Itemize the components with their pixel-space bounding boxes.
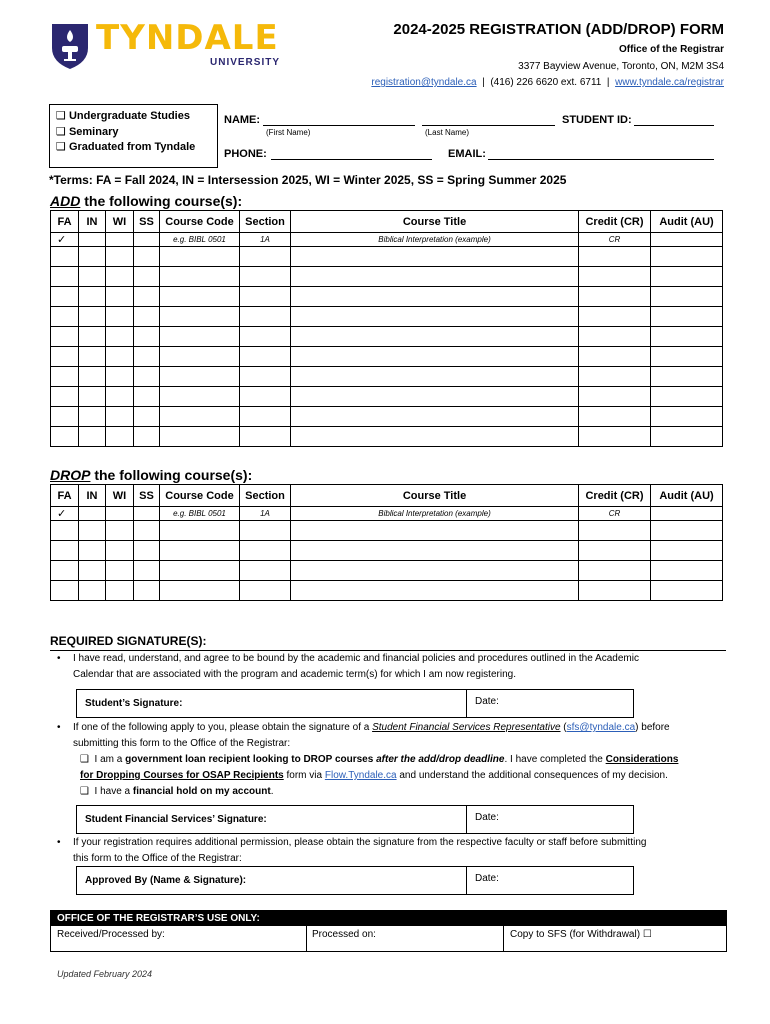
phone-label: PHONE: xyxy=(224,148,267,160)
course-row[interactable] xyxy=(51,247,723,267)
course-cell[interactable] xyxy=(51,267,79,287)
course-cell[interactable] xyxy=(134,427,160,447)
course-cell[interactable] xyxy=(291,327,579,347)
course-cell[interactable] xyxy=(106,327,134,347)
course-cell[interactable] xyxy=(134,267,160,287)
course-cell[interactable] xyxy=(240,581,291,601)
course-row[interactable] xyxy=(51,581,723,601)
course-cell[interactable] xyxy=(51,367,79,387)
course-cell[interactable] xyxy=(79,561,106,581)
course-cell[interactable] xyxy=(134,581,160,601)
course-row[interactable] xyxy=(51,327,723,347)
last-name-hint: (Last Name) xyxy=(425,128,470,137)
course-row[interactable] xyxy=(51,561,723,581)
course-cell[interactable] xyxy=(651,347,723,367)
agreement-text: I have read, understand, and agree to be bound by the academic and financial policies and procedures outlined in the Academic Calendar that are associated with the program and academic term(s) for which I am now registering. xyxy=(73,653,639,680)
course-cell[interactable] xyxy=(651,581,723,601)
check-icon: ✓ xyxy=(51,233,79,247)
logo-wordmark: TYNDALE xyxy=(96,18,279,58)
considerations-link-cont[interactable]: for Dropping Courses for OSAP Recipients xyxy=(80,770,284,781)
course-cell[interactable] xyxy=(651,541,723,561)
course-row[interactable] xyxy=(51,541,723,561)
course-cell[interactable] xyxy=(106,347,134,367)
course-cell[interactable] xyxy=(579,327,651,347)
course-cell[interactable] xyxy=(160,247,240,267)
contact-line: registration@tyndale.ca | (416) 226 6620 ext. 6711 | www.tyndale.ca/registrar xyxy=(371,77,724,88)
course-row[interactable] xyxy=(51,521,723,541)
course-cell[interactable] xyxy=(134,367,160,387)
course-cell[interactable] xyxy=(106,287,134,307)
phone-field[interactable] xyxy=(271,159,432,160)
course-cell[interactable] xyxy=(291,521,579,541)
col-section: Section xyxy=(240,211,291,233)
course-cell[interactable] xyxy=(579,407,651,427)
course-cell[interactable] xyxy=(651,287,723,307)
office-use-heading: OFFICE OF THE REGISTRAR’S USE ONLY: xyxy=(51,911,726,926)
example-section: 1A xyxy=(240,233,291,247)
name-label: NAME: xyxy=(224,114,261,126)
course-cell[interactable] xyxy=(240,387,291,407)
course-cell[interactable] xyxy=(134,327,160,347)
course-cell[interactable] xyxy=(579,347,651,367)
course-cell[interactable] xyxy=(579,561,651,581)
approved-by-label: Approved By (Name & Signature): xyxy=(85,875,247,886)
example-section: 1A xyxy=(240,507,291,521)
option-seminary[interactable]: ❑ Seminary xyxy=(56,126,119,138)
course-cell[interactable] xyxy=(291,541,579,561)
course-cell[interactable] xyxy=(291,347,579,367)
course-cell[interactable] xyxy=(51,581,79,601)
tyndale-logo xyxy=(50,18,285,70)
course-cell[interactable] xyxy=(160,581,240,601)
student-signature-box[interactable] xyxy=(76,689,634,718)
logo-subtitle: UNIVERSITY xyxy=(210,57,281,68)
example-row xyxy=(51,507,723,521)
col-credit: Credit (CR) xyxy=(579,211,651,233)
course-cell[interactable] xyxy=(79,541,106,561)
col-fa: FA xyxy=(51,485,79,507)
course-cell[interactable] xyxy=(106,267,134,287)
updated-date: Updated February 2024 xyxy=(57,969,153,979)
course-cell[interactable] xyxy=(651,561,723,581)
course-cell[interactable] xyxy=(51,521,79,541)
course-cell[interactable] xyxy=(79,307,106,327)
course-cell[interactable] xyxy=(106,387,134,407)
course-cell[interactable] xyxy=(79,327,106,347)
course-cell[interactable] xyxy=(291,427,579,447)
course-cell[interactable] xyxy=(51,541,79,561)
student-id-field[interactable] xyxy=(634,125,714,126)
sfs-signature-label: Student Financial Services’ Signature: xyxy=(85,814,267,825)
course-cell[interactable] xyxy=(160,367,240,387)
course-cell[interactable] xyxy=(106,521,134,541)
course-cell[interactable] xyxy=(291,561,579,581)
course-row[interactable] xyxy=(51,287,723,307)
course-cell[interactable] xyxy=(134,521,160,541)
course-cell[interactable] xyxy=(579,387,651,407)
permission-instructions: If your registration requires additional permission, please obtain the signature from the respective faculty or staff before submitting this form to the Office of the Registrar: xyxy=(73,837,647,864)
course-cell[interactable] xyxy=(79,267,106,287)
col-course-code: Course Code xyxy=(160,211,240,233)
course-cell[interactable] xyxy=(51,327,79,347)
checkbox-icon[interactable]: ❑ xyxy=(56,126,66,138)
office-use-row xyxy=(51,926,726,951)
course-cell[interactable] xyxy=(651,327,723,347)
course-cell[interactable] xyxy=(240,427,291,447)
course-cell[interactable] xyxy=(160,327,240,347)
student-signature-date[interactable]: Date: xyxy=(466,690,633,717)
course-cell[interactable] xyxy=(160,521,240,541)
office-name: Office of the Registrar xyxy=(618,44,724,55)
drop-courses-table xyxy=(50,484,723,601)
example-row xyxy=(51,233,723,247)
course-cell[interactable] xyxy=(51,387,79,407)
course-cell[interactable] xyxy=(106,581,134,601)
course-cell[interactable] xyxy=(51,287,79,307)
course-cell[interactable] xyxy=(134,347,160,367)
course-cell[interactable] xyxy=(51,407,79,427)
col-audit: Audit (AU) xyxy=(651,485,723,507)
flow-tyndale-link[interactable]: Flow.Tyndale.ca xyxy=(324,770,397,781)
course-cell[interactable] xyxy=(291,387,579,407)
email-label: EMAIL: xyxy=(448,148,486,160)
course-cell[interactable] xyxy=(240,327,291,347)
course-cell[interactable] xyxy=(240,407,291,427)
student-id-label: STUDENT ID: xyxy=(562,114,632,126)
course-cell[interactable] xyxy=(79,287,106,307)
course-row[interactable] xyxy=(51,347,723,367)
course-cell[interactable] xyxy=(134,287,160,307)
course-cell[interactable] xyxy=(291,247,579,267)
course-cell[interactable] xyxy=(651,307,723,327)
course-cell[interactable] xyxy=(651,247,723,267)
course-cell[interactable] xyxy=(160,347,240,367)
course-cell[interactable] xyxy=(240,307,291,327)
col-fa: FA xyxy=(51,211,79,233)
col-course-code: Course Code xyxy=(160,485,240,507)
course-cell[interactable] xyxy=(291,581,579,601)
university-crest-icon xyxy=(50,22,90,70)
course-cell[interactable] xyxy=(579,247,651,267)
col-course-title: Course Title xyxy=(291,211,579,233)
course-cell[interactable] xyxy=(79,387,106,407)
course-cell[interactable] xyxy=(651,387,723,407)
col-ss: SS xyxy=(134,485,160,507)
terms-legend: *Terms: FA = Fall 2024, IN = Intersession 2025, WI = Winter 2025, SS = Spring Summer 2025 xyxy=(49,173,567,187)
course-cell[interactable] xyxy=(579,307,651,327)
course-cell[interactable] xyxy=(106,247,134,267)
course-cell[interactable] xyxy=(134,407,160,427)
approval-date[interactable]: Date: xyxy=(466,867,633,894)
bullet-icon: • xyxy=(57,722,61,733)
course-cell[interactable] xyxy=(160,287,240,307)
course-cell[interactable] xyxy=(240,541,291,561)
col-course-title: Course Title xyxy=(291,485,579,507)
osap-option: ❑ I am a government loan recipient looking to DROP courses after the add/drop deadline. I have completed the Considerations for Dropping Courses for OSAP Recipients form via Flow.Tyndale.ca and understand the additional consequences of my decision. ❑ I have a financial hold on my account. xyxy=(80,754,679,797)
col-section: Section xyxy=(240,485,291,507)
course-row[interactable] xyxy=(51,407,723,427)
option-undergraduate[interactable]: ❑ Undergraduate Studies xyxy=(56,110,190,122)
course-cell[interactable] xyxy=(51,561,79,581)
course-cell[interactable] xyxy=(579,581,651,601)
table-header-row xyxy=(51,211,723,233)
course-cell[interactable] xyxy=(579,521,651,541)
course-cell[interactable] xyxy=(240,287,291,307)
course-cell[interactable] xyxy=(51,347,79,367)
student-signature-label: Student’s Signature: xyxy=(85,698,183,709)
course-cell[interactable] xyxy=(106,427,134,447)
course-cell[interactable] xyxy=(79,581,106,601)
registrar-website-link[interactable]: www.tyndale.ca/registrar xyxy=(615,77,724,88)
course-cell[interactable] xyxy=(291,267,579,287)
course-cell[interactable] xyxy=(240,521,291,541)
bullet-icon: • xyxy=(57,837,61,848)
copy-to-sfs-checkbox[interactable]: Copy to SFS (for Withdrawal) ☐ xyxy=(510,929,652,940)
sfs-email-link[interactable]: sfs@tyndale.ca xyxy=(566,722,636,733)
col-credit: Credit (CR) xyxy=(579,485,651,507)
table-header-row xyxy=(51,485,723,507)
course-cell[interactable] xyxy=(79,407,106,427)
office-use-box xyxy=(50,910,727,952)
course-cell[interactable] xyxy=(51,247,79,267)
checkbox-icon[interactable]: ❑ xyxy=(80,754,89,765)
course-row[interactable] xyxy=(51,367,723,387)
course-cell[interactable] xyxy=(160,561,240,581)
course-cell[interactable] xyxy=(291,367,579,387)
course-cell[interactable] xyxy=(79,347,106,367)
course-row[interactable] xyxy=(51,427,723,447)
considerations-link[interactable]: Considerations xyxy=(605,754,679,765)
col-in: IN xyxy=(79,211,106,233)
col-ss: SS xyxy=(134,211,160,233)
course-cell[interactable] xyxy=(240,267,291,287)
col-wi: WI xyxy=(106,485,134,507)
course-cell[interactable] xyxy=(579,367,651,387)
sfs-signature-box[interactable] xyxy=(76,805,634,834)
checkbox-icon[interactable]: ❑ xyxy=(56,141,66,153)
col-wi: WI xyxy=(106,211,134,233)
office-address: 3377 Bayview Avenue, Toronto, ON, M2M 3S4 xyxy=(518,61,724,72)
course-cell[interactable] xyxy=(651,521,723,541)
course-cell[interactable] xyxy=(134,307,160,327)
course-cell[interactable] xyxy=(106,561,134,581)
course-cell[interactable] xyxy=(160,541,240,561)
course-cell[interactable] xyxy=(51,307,79,327)
sfs-instructions: If one of the following apply to you, please obtain the signature of a Student Financial Services Representative (sfs@tyndale.ca) before submitting this form to the Office of the Registrar: xyxy=(73,722,670,749)
example-credit: CR xyxy=(579,507,651,521)
course-cell[interactable] xyxy=(160,407,240,427)
first-name-hint: (First Name) xyxy=(266,128,311,137)
example-course-title: Biblical Interpretation (example) xyxy=(291,507,579,521)
course-cell[interactable] xyxy=(579,427,651,447)
received-by-field[interactable]: Received/Processed by: xyxy=(51,926,307,951)
course-cell[interactable] xyxy=(240,367,291,387)
sfs-signature-date[interactable]: Date: xyxy=(466,806,633,833)
course-row[interactable] xyxy=(51,307,723,327)
course-cell[interactable] xyxy=(51,427,79,447)
course-cell[interactable] xyxy=(160,267,240,287)
required-signatures-heading: REQUIRED SIGNATURE(S): xyxy=(50,634,726,651)
course-cell[interactable] xyxy=(240,561,291,581)
course-cell[interactable] xyxy=(134,387,160,407)
course-cell[interactable] xyxy=(240,247,291,267)
example-course-code: e.g. BIBL 0501 xyxy=(160,233,240,247)
course-cell[interactable] xyxy=(291,407,579,427)
course-cell[interactable] xyxy=(79,427,106,447)
course-row[interactable] xyxy=(51,387,723,407)
course-cell[interactable] xyxy=(240,347,291,367)
col-audit: Audit (AU) xyxy=(651,211,723,233)
course-cell[interactable] xyxy=(160,387,240,407)
col-in: IN xyxy=(79,485,106,507)
add-courses-table xyxy=(50,210,723,447)
course-cell[interactable] xyxy=(160,427,240,447)
email-field[interactable] xyxy=(488,159,714,160)
course-cell[interactable] xyxy=(579,287,651,307)
sfs-representative-text: Student Financial Services Representative xyxy=(372,722,561,733)
first-name-field[interactable] xyxy=(263,125,415,126)
course-cell[interactable] xyxy=(106,367,134,387)
course-cell[interactable] xyxy=(651,427,723,447)
course-cell[interactable] xyxy=(291,307,579,327)
checkbox-icon[interactable]: ❑ xyxy=(56,110,66,122)
example-credit: CR xyxy=(579,233,651,247)
registrar-phone: (416) 226 6620 ext. 6711 xyxy=(490,77,602,88)
course-cell[interactable] xyxy=(106,541,134,561)
course-cell[interactable] xyxy=(134,561,160,581)
course-cell[interactable] xyxy=(134,247,160,267)
add-section-heading: ADD the following course(s): xyxy=(50,193,243,209)
example-course-title: Biblical Interpretation (example) xyxy=(291,233,579,247)
example-course-code: e.g. BIBL 0501 xyxy=(160,507,240,521)
course-cell[interactable] xyxy=(651,367,723,387)
course-cell[interactable] xyxy=(579,541,651,561)
course-cell[interactable] xyxy=(79,521,106,541)
course-row[interactable] xyxy=(51,267,723,287)
drop-section-heading: DROP the following course(s): xyxy=(50,467,253,483)
course-cell[interactable] xyxy=(579,267,651,287)
course-cell[interactable] xyxy=(106,307,134,327)
course-cell[interactable] xyxy=(106,407,134,427)
course-cell[interactable] xyxy=(291,287,579,307)
course-cell[interactable] xyxy=(134,541,160,561)
checkbox-icon[interactable]: ❑ xyxy=(80,786,89,797)
course-cell[interactable] xyxy=(79,367,106,387)
check-icon: ✓ xyxy=(51,507,79,521)
form-title: 2024-2025 REGISTRATION (ADD/DROP) FORM xyxy=(393,21,724,38)
option-graduated[interactable]: ❑ Graduated from Tyndale xyxy=(56,141,196,153)
approval-signature-box[interactable] xyxy=(76,866,634,895)
course-cell[interactable] xyxy=(651,267,723,287)
course-cell[interactable] xyxy=(651,407,723,427)
bullet-icon: • xyxy=(57,653,61,664)
course-cell[interactable] xyxy=(160,307,240,327)
processed-on-field[interactable]: Processed on: xyxy=(306,926,504,951)
registration-email-link[interactable]: registration@tyndale.ca xyxy=(371,77,477,88)
course-cell[interactable] xyxy=(79,247,106,267)
last-name-field[interactable] xyxy=(422,125,555,126)
